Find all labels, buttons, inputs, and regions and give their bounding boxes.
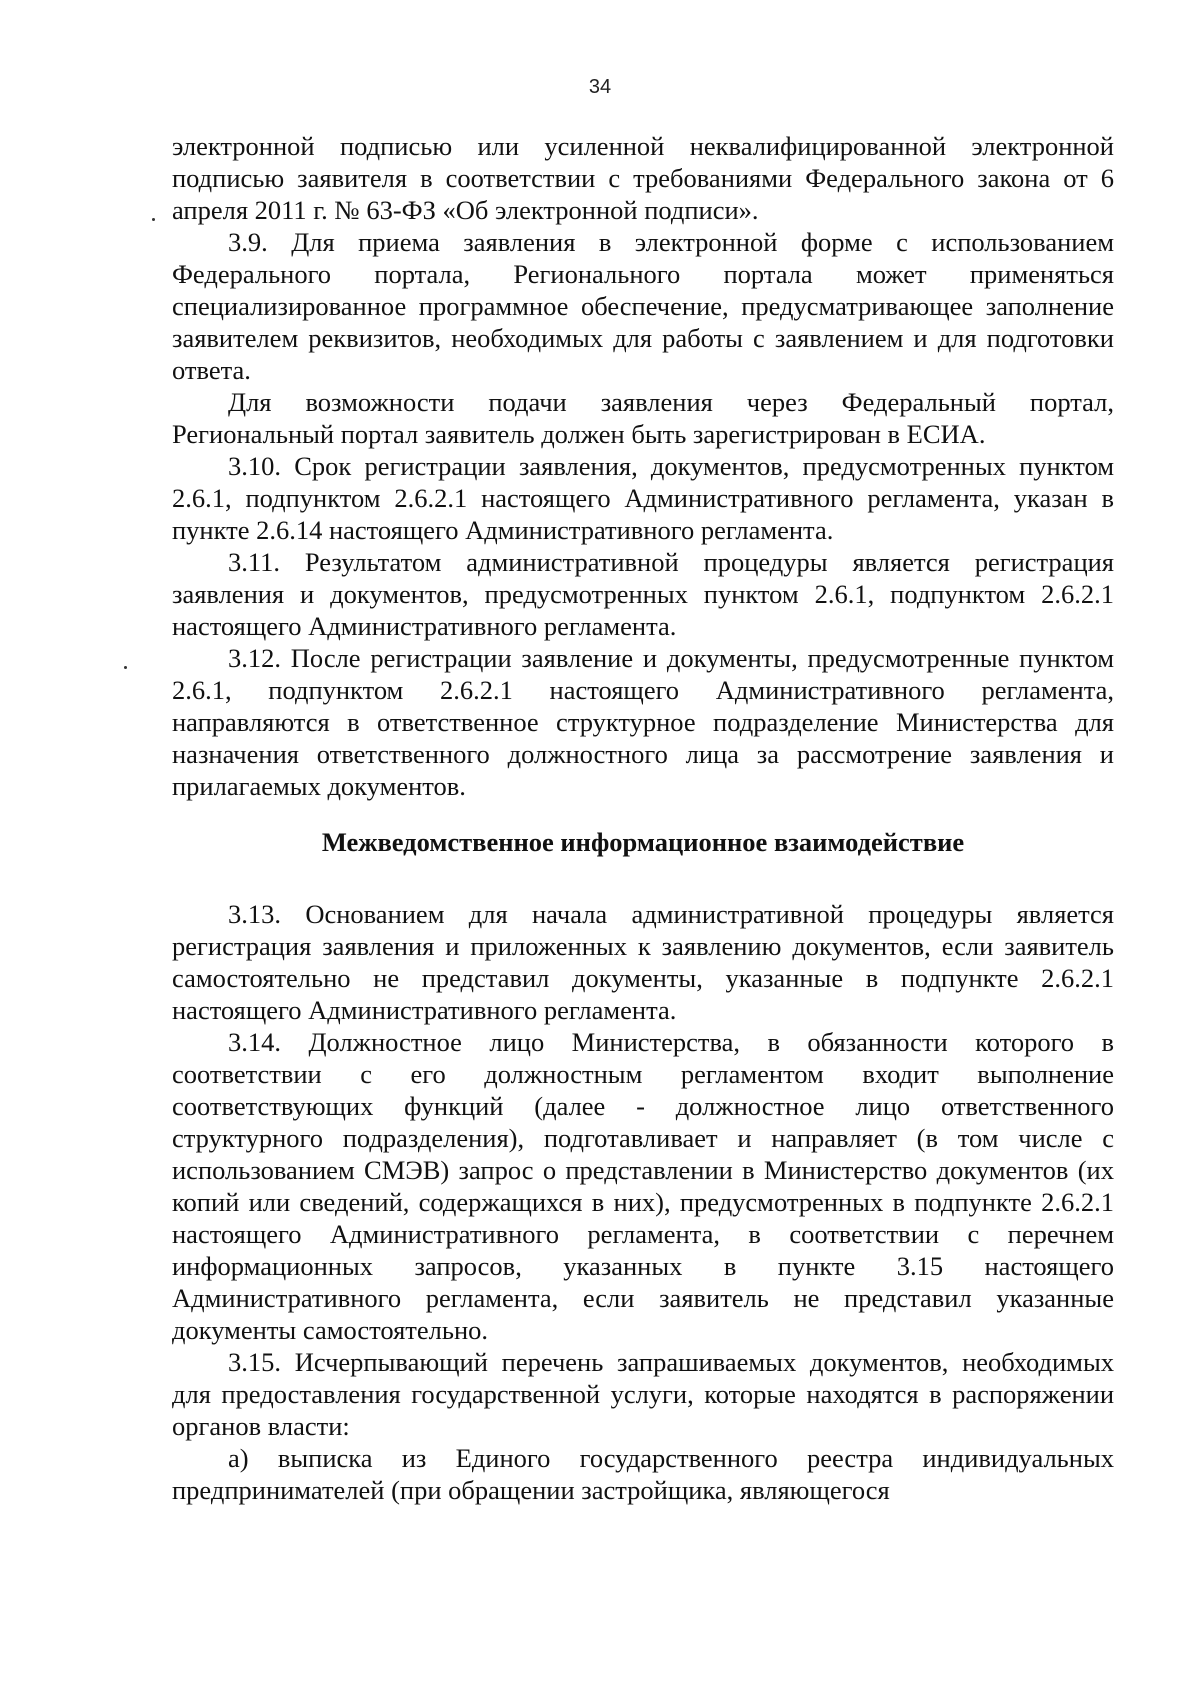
- paragraph-3-9: 3.9. Для приема заявления в электронной форме с использованием Федерального портала, Регионального портала может применяться специализированное программное обеспечение, предусматривающее заполнение заявителем реквизитов, необходимых для работы с заявлением и для подготовки ответа.: [172, 227, 1114, 385]
- page-number: 34: [588, 76, 612, 98]
- scan-speck: [152, 218, 155, 221]
- paragraph-3-15: 3.15. Исчерпывающий перечень запрашиваемых документов, необходимых для предоставления государственной услуги, которые находятся в распоряжении органов власти:: [172, 1347, 1114, 1441]
- paragraph-3-11: 3.11. Результатом административной процедуры является регистрация заявления и документов, предусмотренных пунктом 2.6.1, подпунктом 2.6.2.1 настоящего Административного регламента.: [172, 547, 1114, 641]
- paragraph: электронной подписью или усиленной неквалифицированной электронной подписью заявителя в соответствии с требованиями Федерального закона от 6 апреля 2011 г. № 63-ФЗ «Об электронной подписи».: [172, 131, 1114, 225]
- document-body: [172, 130, 1114, 1506]
- paragraph-3-12: 3.12. После регистрации заявление и документы, предусмотренные пунктом 2.6.1, подпунктом 2.6.2.1 настоящего Административного регламента, направляются в ответственное структурное подразделение Министерства для назначения ответственного должностного лица за рассмотрение заявления и прилагаемых документов.: [172, 643, 1114, 801]
- list-item-a: а) выписка из Единого государственного реестра индивидуальных предпринимателей (при обращении застройщика, являющегося: [172, 1443, 1114, 1505]
- paragraph: Для возможности подачи заявления через Федеральный портал, Региональный портал заявитель должен быть зарегистрирован в ЕСИА.: [172, 387, 1114, 449]
- paragraph-3-10: 3.10. Срок регистрации заявления, документов, предусмотренных пунктом 2.6.1, подпунктом 2.6.2.1 настоящего Административного регламента, указан в пункте 2.6.14 настоящего Административного регламента.: [172, 451, 1114, 545]
- scan-speck: [124, 666, 127, 669]
- section-heading: Межведомственное информационное взаимодействие: [321, 827, 965, 857]
- paragraph-3-13: 3.13. Основанием для начала административной процедуры является регистрация заявления и приложенных к заявлению документов, если заявитель самостоятельно не представил документы, указанные в подпункте 2.6.2.1 настоящего Административного регламента.: [172, 899, 1114, 1025]
- paragraph-3-14: 3.14. Должностное лицо Министерства, в обязанности которого в соответствии с его должностным регламентом входит выполнение соответствующих функций (далее - должностное лицо ответственного структурного подразделения), подготавливает и направляет (в том числе с использованием СМЭВ) запрос о представлении в Министерство документов (их копий или сведений, содержащихся в них), предусмотренных в подпункте 2.6.2.1 настоящего Административного регламента, в соответствии с перечнем информационных запросов, указанных в пункте 3.15 настоящего Административного регламента, если заявитель не представил указанные документы самостоятельно.: [172, 1027, 1114, 1345]
